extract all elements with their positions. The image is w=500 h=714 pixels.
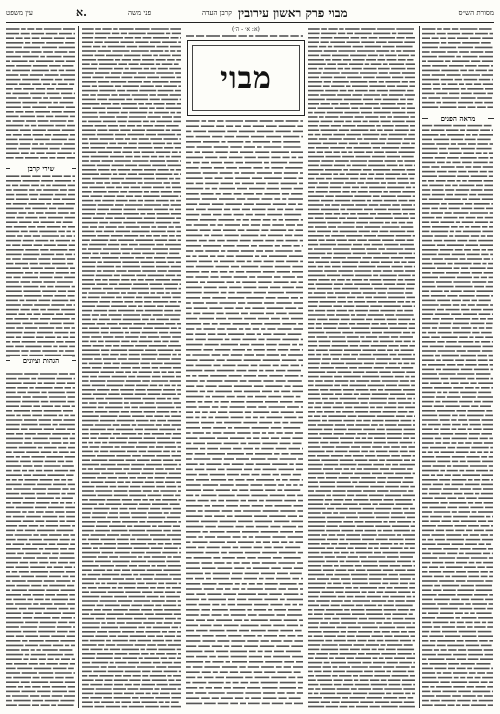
running-title: מבוי פרק ראשון עירובין bbox=[238, 6, 348, 20]
page-header bbox=[6, 4, 494, 22]
left-commentary-column bbox=[82, 26, 182, 708]
text-lines bbox=[308, 26, 416, 708]
column-divider bbox=[419, 26, 420, 708]
ein-mishpat-heading: עין משפט bbox=[6, 9, 33, 17]
text-lines bbox=[82, 26, 182, 708]
text-lines bbox=[422, 26, 494, 708]
left-margin-column bbox=[6, 26, 76, 708]
shiurei-korban-label: שירי קרבן bbox=[10, 164, 72, 174]
main-text-top bbox=[186, 28, 304, 38]
korban-haeda-heading: קרבן העדה bbox=[202, 9, 232, 17]
right-commentary-column bbox=[308, 26, 416, 708]
hagahot-label: הגהות וציונים bbox=[10, 356, 72, 366]
folio-number: א. bbox=[76, 6, 87, 19]
text-lines bbox=[186, 118, 304, 708]
text-lines bbox=[186, 33, 304, 38]
pnei-moshe-heading: פני משה bbox=[128, 9, 152, 17]
text-lines bbox=[6, 26, 76, 708]
header-rule bbox=[6, 22, 494, 23]
masoret-hashas-heading: מסורת הש״ס bbox=[458, 9, 494, 17]
chapter-reference: (א: א׳ - ה׳) bbox=[232, 26, 260, 33]
column-divider bbox=[78, 26, 79, 708]
main-text-column bbox=[186, 118, 304, 708]
right-margin-column bbox=[422, 26, 494, 708]
